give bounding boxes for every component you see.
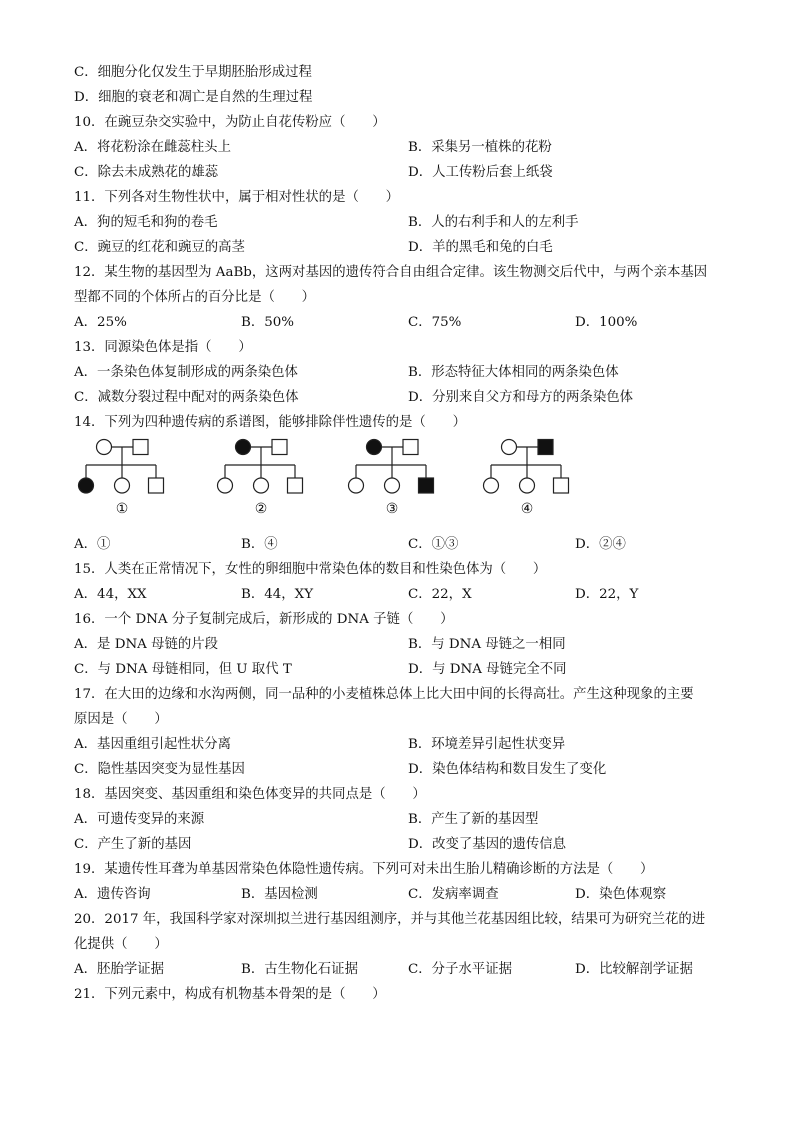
mother-symbol: [367, 440, 382, 455]
option-d: D．100%: [575, 315, 638, 330]
option-d: D．22，Y: [575, 587, 639, 602]
option-b: D．改变了基因的遗传信息: [408, 837, 567, 852]
pedigree-charts: [74, 435, 574, 532]
father-symbol: [403, 440, 418, 455]
question-list: [74, 60, 734, 1007]
text-line: 原因是（ ）: [74, 712, 168, 727]
text-line: D．细胞的衰老和凋亡是自然的生理过程: [74, 90, 313, 105]
pedigree-4: [484, 440, 569, 518]
option-b: B．人的右利手和人的左利手: [408, 215, 579, 230]
text-line: 11．下列各对生物性状中，属于相对性状的是（ ）: [74, 190, 400, 205]
pedigree-label: ①: [115, 501, 129, 517]
mother-symbol: [236, 440, 251, 455]
option-row: [74, 135, 734, 160]
option-b: B．基因检测: [241, 887, 318, 902]
option-b: D．与 DNA 母链完全不同: [408, 662, 567, 677]
option-d: D．染色体观察: [575, 887, 667, 902]
text-line: 型都不同的个体所占的百分比是（ ）: [74, 290, 316, 305]
pedigree-1: [79, 440, 164, 518]
daughter-symbol: [520, 478, 535, 493]
option-a: A．一条染色体复制形成的两条染色体: [74, 365, 298, 380]
option-a: A．①: [74, 537, 111, 552]
text-line: 17．在大田的边缘和水沟两侧，同一品种的小麦植株总体上比大田中间的长得高壮。产生这种现象的主要: [74, 687, 694, 702]
option-a: C．豌豆的红花和豌豆的高茎: [74, 240, 245, 255]
option-a: A．基因重组引起性状分离: [74, 737, 231, 752]
text-line: 16．一个 DNA 分子复制完成后，新形成的 DNA 子链（ ）: [74, 612, 454, 627]
option-a: C．产生了新的基因: [74, 837, 192, 852]
text-line: 20．2017 年，我国科学家对深圳拟兰进行基因组测序，并与其他兰花基因组比较，结果可为研究兰花的进: [74, 912, 706, 927]
option-a: C．减数分裂过程中配对的两条染色体: [74, 390, 299, 405]
pedigree-figure: [74, 435, 734, 532]
daughter-symbol: [349, 478, 364, 493]
option-d: D．②④: [575, 537, 626, 552]
option-row: [74, 957, 734, 982]
option-b: B．与 DNA 母链之一相同: [408, 637, 566, 652]
option-row: [74, 807, 734, 832]
option-row: [74, 882, 734, 907]
option-b: B．采集另一植株的花粉: [408, 140, 552, 155]
text-line: 14．下列为四种遗传病的系谱图，能够排除伴性遗传的是（ ）: [74, 415, 466, 430]
daughter-symbol: [484, 478, 499, 493]
pedigree-3: [349, 440, 434, 518]
option-a: C．隐性基因突变为显性基因: [74, 762, 245, 777]
daughter-symbol: [79, 478, 94, 493]
option-row: [74, 632, 734, 657]
text-line: C．细胞分化仅发生于早期胚胎形成过程: [74, 65, 312, 80]
option-c: C．发病率调查: [408, 887, 499, 902]
option-row: [74, 832, 734, 857]
option-a: A．遗传咨询: [74, 887, 151, 902]
text-line: 13．同源染色体是指（ ）: [74, 340, 252, 355]
father-symbol: [133, 440, 148, 455]
text-line: 19．某遗传性耳聋为单基因常染色体隐性遗传病。下列可对未出生胎儿精确诊断的方法是（ ）: [74, 862, 654, 877]
option-row: [74, 657, 734, 682]
text-line: 15．人类在正常情况下，女性的卵细胞中常染色体的数目和性染色体为（ ）: [74, 562, 547, 577]
option-c: C．①③: [408, 537, 459, 552]
daughter-symbol: [218, 478, 233, 493]
father-symbol: [272, 440, 287, 455]
option-c: C．分子水平证据: [408, 962, 512, 977]
option-b: B．50%: [241, 315, 294, 330]
option-d: D．比较解剖学证据: [575, 962, 693, 977]
option-a: A．25%: [74, 315, 127, 330]
pedigree-label: ④: [520, 501, 534, 517]
pedigree-2: [218, 440, 303, 518]
daughter-symbol: [385, 478, 400, 493]
option-a: A．是 DNA 母链的片段: [74, 637, 219, 652]
son-symbol: [554, 478, 569, 493]
option-b: B．44，XY: [241, 587, 314, 602]
father-symbol: [538, 440, 553, 455]
son-symbol: [288, 478, 303, 493]
option-b: B．形态特征大体相同的两条染色体: [408, 365, 619, 380]
son-symbol: [149, 478, 164, 493]
option-a: C．除去未成熟花的雄蕊: [74, 165, 219, 180]
option-a: C．与 DNA 母链相同，但 U 取代 T: [74, 662, 292, 677]
option-a: A．胚胎学证据: [74, 962, 165, 977]
option-b: D．羊的黑毛和兔的白毛: [408, 240, 553, 255]
option-row: [74, 757, 734, 782]
option-row: [74, 310, 734, 335]
mother-symbol: [97, 440, 112, 455]
pedigree-label: ②: [254, 501, 268, 517]
option-a: A．可遗传变异的来源: [74, 812, 205, 827]
text-line: 化提供（ ）: [74, 937, 168, 952]
option-row: [74, 732, 734, 757]
option-row: [74, 160, 734, 185]
son-symbol: [419, 478, 434, 493]
option-row: [74, 532, 734, 557]
option-row: [74, 582, 734, 607]
option-b: B．古生物化石证据: [241, 962, 358, 977]
option-row: [74, 235, 734, 260]
option-b: B．④: [241, 537, 278, 552]
option-row: [74, 385, 734, 410]
option-c: C．22，X: [408, 587, 472, 602]
daughter-symbol: [115, 478, 130, 493]
mother-symbol: [502, 440, 517, 455]
text-line: 21．下列元素中，构成有机物基本骨架的是（ ）: [74, 987, 386, 1002]
option-b: D．人工传粉后套上纸袋: [408, 165, 553, 180]
option-a: A．将花粉涂在雌蕊柱头上: [74, 140, 231, 155]
text-line: 12．某生物的基因型为 AaBb，这两对基因的遗传符合自由组合定律。该生物测交后代中，与两个亲本基因: [74, 265, 708, 280]
text-line: 10．在豌豆杂交实验中，为防止自花传粉应（ ）: [74, 115, 386, 130]
option-b: B．产生了新的基因型: [408, 812, 539, 827]
option-b: D．分别来自父方和母方的两条染色体: [408, 390, 633, 405]
option-a: A．44，XX: [74, 587, 147, 602]
daughter-symbol: [254, 478, 269, 493]
pedigree-label: ③: [385, 501, 399, 517]
option-b: B．环境差异引起性状变异: [408, 737, 566, 752]
option-row: [74, 210, 734, 235]
option-b: D．染色体结构和数目发生了变化: [408, 762, 607, 777]
option-row: [74, 360, 734, 385]
option-a: A．狗的短毛和狗的卷毛: [74, 215, 218, 230]
option-c: C．75%: [408, 315, 462, 330]
text-line: 18．基因突变、基因重组和染色体变异的共同点是（ ）: [74, 787, 426, 802]
